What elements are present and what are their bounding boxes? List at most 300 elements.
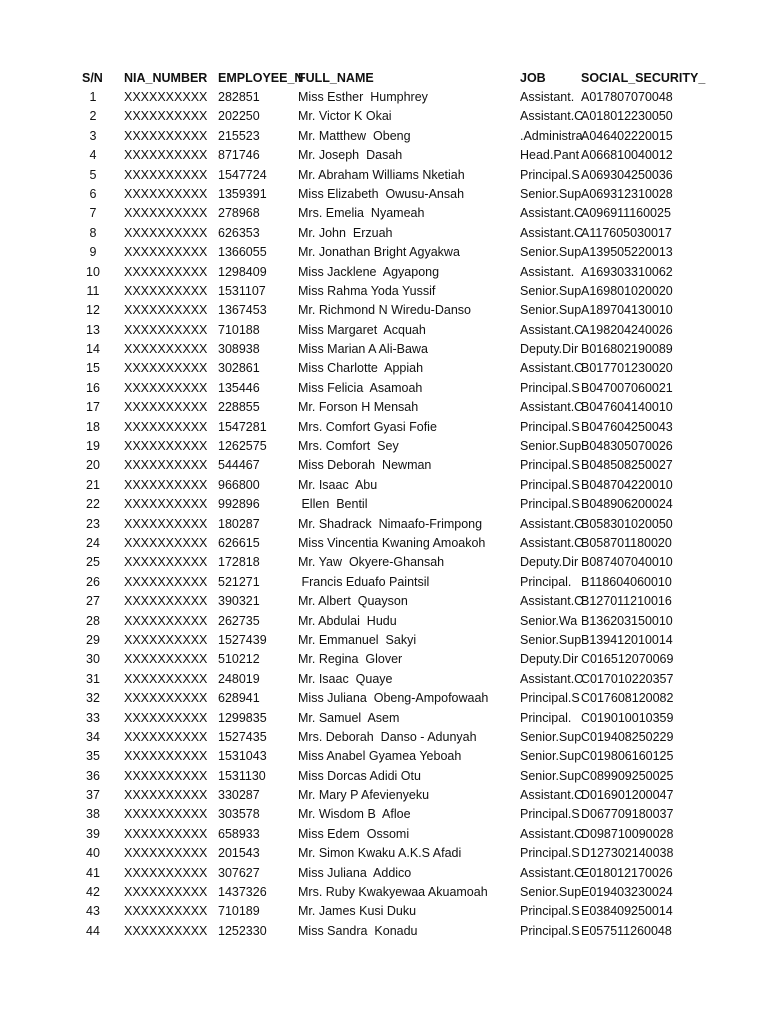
table-row [0, 670, 768, 689]
cell-full-name: Mr. Richmond N Wiredu-Danso [298, 303, 471, 318]
cell-full-name: Miss Margaret Acquah [298, 322, 426, 337]
cell-job: Principal. [520, 574, 572, 589]
cell-employee-number: 1527435 [218, 729, 267, 744]
cell-social-security: A018012230050 [581, 109, 673, 124]
cell-sn: 16 [86, 380, 100, 395]
cell-sn: 35 [86, 749, 100, 764]
table-row [0, 282, 768, 301]
cell-full-name: Miss Edem Ossomi [298, 826, 410, 841]
table-row [0, 573, 768, 592]
cell-sn: 42 [86, 885, 100, 900]
cell-nia-number: XXXXXXXXXX [124, 458, 208, 473]
cell-nia-number: XXXXXXXXXX [124, 768, 208, 783]
table-row [0, 902, 768, 921]
table-row [0, 805, 768, 824]
cell-nia-number: XXXXXXXXXX [124, 109, 208, 124]
cell-employee-number: 1547281 [218, 419, 267, 434]
table-row [0, 398, 768, 417]
cell-social-security: A017807070048 [581, 90, 673, 104]
cell-social-security: D098710090028 [581, 826, 674, 841]
cell-nia-number: XXXXXXXXXX [124, 671, 208, 686]
cell-job: Principal.S [520, 477, 580, 492]
cell-sn: 36 [86, 768, 100, 783]
cell-employee-number: 626353 [218, 225, 260, 240]
cell-job: Assistant.C [520, 788, 584, 803]
cell-job: Assistant.C [520, 826, 584, 841]
cell-full-name: Mr. Albert Quayson [298, 594, 408, 609]
table-row [0, 553, 768, 572]
cell-sn: 11 [86, 283, 100, 298]
cell-nia-number: XXXXXXXXXX [124, 264, 208, 279]
cell-sn: 43 [86, 904, 100, 919]
cell-full-name: Mr. Isaac Abu [298, 477, 378, 492]
cell-full-name: Miss Anabel Gyamea Yeboah [298, 749, 462, 764]
cell-job: Principal.S [520, 904, 580, 919]
cell-job: Senior.Sup [520, 632, 582, 647]
cell-employee-number: 521271 [218, 574, 260, 589]
cell-social-security: C019010010359 [581, 710, 674, 725]
table-row [0, 107, 768, 126]
table-row [0, 418, 768, 437]
header-social-security: SOCIAL_SECURITY_ [581, 71, 706, 85]
cell-nia-number: XXXXXXXXXX [124, 283, 208, 298]
cell-sn: 20 [86, 458, 100, 473]
cell-nia-number: XXXXXXXXXX [124, 594, 208, 609]
cell-employee-number: 658933 [218, 826, 260, 841]
table-row [0, 728, 768, 747]
cell-social-security: A069312310028 [581, 186, 673, 201]
cell-full-name: Ellen Bentil [298, 497, 368, 512]
cell-job: Deputy.Dir [520, 555, 579, 570]
cell-full-name: Mrs. Ruby Kwakyewaa Akuamoah [298, 885, 488, 900]
table-row [0, 224, 768, 243]
table-row [0, 88, 768, 107]
cell-employee-number: 992896 [218, 497, 260, 512]
cell-employee-number: 228855 [218, 400, 260, 415]
cell-full-name: Mr. Abdulai Hudu [298, 613, 397, 628]
cell-job: Principal.S [520, 167, 580, 182]
cell-social-security: C019408250229 [581, 729, 674, 744]
cell-social-security: B136203150010 [581, 613, 673, 628]
cell-employee-number: 1531043 [218, 749, 267, 764]
cell-job: Assistant.C [520, 535, 584, 550]
cell-social-security: B048704220010 [581, 477, 673, 492]
cell-social-security: C019806160125 [581, 749, 674, 764]
table-row [0, 359, 768, 378]
cell-sn: 3 [89, 128, 97, 143]
cell-social-security: A169801020020 [581, 283, 673, 298]
header-full-name: FULL_NAME [298, 71, 374, 85]
cell-social-security: A096911160025 [581, 206, 671, 221]
cell-employee-number: 202250 [218, 109, 260, 124]
cell-full-name: Mrs. Comfort Sey [298, 439, 399, 454]
cell-job: Principal.S [520, 846, 580, 861]
cell-job: Senior.Sup [520, 749, 582, 764]
cell-social-security: A066810040012 [581, 148, 673, 163]
cell-nia-number: XXXXXXXXXX [124, 148, 208, 163]
cell-employee-number: 390321 [218, 594, 260, 609]
cell-nia-number: XXXXXXXXXX [124, 206, 208, 221]
cell-nia-number: XXXXXXXXXX [124, 613, 208, 628]
cell-job: Assistant.C [520, 671, 584, 686]
cell-employee-number: 1367453 [218, 303, 267, 318]
cell-job: Senior.Sup [520, 885, 582, 900]
cell-job: Deputy.Dir [520, 342, 579, 357]
table-row [0, 437, 768, 456]
cell-nia-number: XXXXXXXXXX [124, 652, 208, 667]
cell-sn: 9 [89, 245, 97, 260]
cell-sn: 14 [86, 342, 100, 357]
cell-sn: 8 [89, 225, 97, 240]
table-row [0, 243, 768, 262]
cell-job: Principal.S [520, 923, 580, 938]
cell-social-security: B058701180020 [581, 535, 672, 550]
cell-social-security: B048305070026 [581, 439, 673, 454]
cell-nia-number: XXXXXXXXXX [124, 807, 208, 822]
cell-nia-number: XXXXXXXXXX [124, 186, 208, 201]
cell-social-security: B048906200024 [581, 497, 673, 512]
cell-sn: 38 [86, 807, 100, 822]
cell-social-security: C089909250025 [581, 768, 674, 783]
table-body [0, 88, 768, 941]
cell-job: Principal.S [520, 419, 580, 434]
cell-nia-number: XXXXXXXXXX [124, 729, 208, 744]
cell-sn: 7 [89, 206, 97, 221]
cell-social-security: E057511260048 [581, 923, 672, 938]
cell-sn: 18 [86, 419, 100, 434]
cell-nia-number: XXXXXXXXXX [124, 632, 208, 647]
cell-full-name: Miss Esther Humphrey [298, 90, 428, 104]
cell-social-security: E038409250014 [581, 904, 673, 919]
cell-sn: 30 [86, 652, 100, 667]
cell-social-security: B048508250027 [581, 458, 673, 473]
cell-employee-number: 1547724 [218, 167, 267, 182]
table-row [0, 631, 768, 650]
cell-employee-number: 1531107 [218, 283, 266, 298]
cell-sn: 6 [89, 186, 97, 201]
cell-nia-number: XXXXXXXXXX [124, 885, 208, 900]
cell-nia-number: XXXXXXXXXX [124, 691, 208, 706]
cell-sn: 21 [86, 477, 100, 492]
cell-job: Senior.Sup [520, 283, 582, 298]
cell-social-security: B139412010014 [581, 632, 673, 647]
cell-nia-number: XXXXXXXXXX [124, 361, 208, 376]
cell-employee-number: 1359391 [218, 186, 267, 201]
cell-full-name: Mr. Joseph Dasah [298, 148, 403, 163]
cell-employee-number: 1262575 [218, 439, 267, 454]
cell-social-security: B047007060021 [581, 380, 673, 395]
cell-sn: 29 [86, 632, 100, 647]
cell-nia-number: XXXXXXXXXX [124, 710, 208, 725]
cell-job: Senior.Sup [520, 768, 582, 783]
cell-full-name: Mr. James Kusi Duku [298, 904, 417, 919]
cell-social-security: E018012170026 [581, 865, 673, 880]
table-row [0, 515, 768, 534]
cell-sn: 44 [86, 923, 100, 938]
cell-social-security: B016802190089 [581, 342, 673, 357]
cell-sn: 25 [86, 555, 100, 570]
table-row [0, 747, 768, 766]
cell-sn: 23 [86, 516, 100, 531]
cell-nia-number: XXXXXXXXXX [124, 322, 208, 337]
cell-employee-number: 710188 [218, 322, 260, 337]
table-row [0, 709, 768, 728]
cell-social-security: B087407040010 [581, 555, 673, 570]
cell-nia-number: XXXXXXXXXX [124, 419, 208, 434]
cell-social-security: B047604250043 [581, 419, 673, 434]
table-row [0, 689, 768, 708]
cell-job: Assistant.C [520, 400, 584, 415]
cell-nia-number: XXXXXXXXXX [124, 904, 208, 919]
cell-job: Assistant.C [520, 206, 584, 221]
cell-job: Senior.Sup [520, 245, 582, 260]
cell-full-name: Mr. Regina Glover [298, 652, 403, 667]
table-row [0, 650, 768, 669]
cell-social-security: D016901200047 [581, 788, 674, 803]
cell-full-name: Miss Charlotte Appiah [298, 361, 424, 376]
cell-job: Senior.Sup [520, 439, 582, 454]
cell-employee-number: 135446 [218, 380, 260, 395]
cell-employee-number: 201543 [218, 846, 260, 861]
cell-social-security: D127302140038 [581, 846, 674, 861]
cell-sn: 15 [86, 361, 100, 376]
cell-employee-number: 710189 [218, 904, 260, 919]
cell-job: Assistant.C [520, 225, 584, 240]
cell-social-security: E019403230024 [581, 885, 673, 900]
cell-employee-number: 172818 [218, 555, 260, 570]
cell-social-security: A169303310062 [581, 264, 673, 279]
cell-sn: 39 [86, 826, 100, 841]
table-row [0, 844, 768, 863]
cell-social-security: C017010220357 [581, 671, 674, 686]
cell-job: Assistant. [520, 90, 575, 104]
cell-nia-number: XXXXXXXXXX [124, 245, 208, 260]
cell-social-security: C017608120082 [581, 691, 674, 706]
cell-job: Senior.Sup [520, 303, 582, 318]
cell-nia-number: XXXXXXXXXX [124, 846, 208, 861]
cell-job: Principal.S [520, 807, 580, 822]
cell-employee-number: 1366055 [218, 245, 267, 260]
cell-nia-number: XXXXXXXXXX [124, 516, 208, 531]
table-row [0, 864, 768, 883]
cell-nia-number: XXXXXXXXXX [124, 439, 208, 454]
cell-full-name: Miss Elizabeth Owusu-Ansah [298, 186, 465, 201]
table-row [0, 786, 768, 805]
cell-full-name: Mr. Forson H Mensah [298, 400, 419, 415]
cell-social-security: A069304250036 [581, 167, 673, 182]
cell-job: .Administra [520, 128, 583, 143]
table-row [0, 767, 768, 786]
cell-sn: 31 [86, 671, 100, 686]
cell-sn: 12 [86, 303, 100, 318]
cell-full-name: Mr. Shadrack Nimaafo-Frimpong [298, 516, 483, 531]
table-row [0, 185, 768, 204]
cell-job: Assistant.C [520, 322, 584, 337]
cell-job: Principal.S [520, 497, 580, 512]
cell-sn: 5 [89, 167, 97, 182]
cell-sn: 24 [86, 535, 100, 550]
header-employee-number: EMPLOYEE_N [218, 71, 304, 85]
cell-full-name: Mr. Wisdom B Afloe [298, 807, 411, 822]
cell-sn: 33 [86, 710, 100, 725]
cell-employee-number: 180287 [218, 516, 260, 531]
table-row [0, 495, 768, 514]
cell-social-security: B118604060010 [581, 574, 672, 589]
cell-nia-number: XXXXXXXXXX [124, 400, 208, 415]
cell-employee-number: 544467 [218, 458, 260, 473]
table-row [0, 922, 768, 941]
table-row [0, 612, 768, 631]
cell-employee-number: 303578 [218, 807, 260, 822]
cell-sn: 37 [86, 788, 100, 803]
cell-job: Principal.S [520, 691, 580, 706]
cell-full-name: Miss Felicia Asamoah [298, 380, 423, 395]
table-row [0, 476, 768, 495]
cell-job: Assistant.C [520, 361, 584, 376]
cell-full-name: Miss Marian A Ali-Bawa [298, 342, 428, 357]
table-row [0, 263, 768, 282]
table-row [0, 379, 768, 398]
cell-nia-number: XXXXXXXXXX [124, 497, 208, 512]
cell-employee-number: 871746 [218, 148, 260, 163]
cell-employee-number: 1252330 [218, 923, 267, 938]
cell-social-security: A117605030017 [581, 225, 672, 240]
table-row [0, 534, 768, 553]
cell-sn: 2 [89, 109, 97, 124]
cell-full-name: Miss Juliana Obeng-Ampofowaah [298, 691, 489, 706]
cell-sn: 13 [86, 322, 100, 337]
cell-nia-number: XXXXXXXXXX [124, 477, 208, 492]
cell-sn: 19 [86, 439, 100, 454]
cell-full-name: Mr. Abraham Williams Nketiah [298, 167, 465, 182]
cell-employee-number: 215523 [218, 128, 260, 143]
cell-sn: 10 [86, 264, 100, 279]
table-row [0, 204, 768, 223]
table-row [0, 301, 768, 320]
cell-employee-number: 510212 [218, 652, 260, 667]
cell-nia-number: XXXXXXXXXX [124, 865, 208, 880]
cell-sn: 22 [86, 497, 100, 512]
cell-nia-number: XXXXXXXXXX [124, 555, 208, 570]
cell-social-security: D067709180037 [581, 807, 674, 822]
cell-job: Assistant.C [520, 109, 584, 124]
cell-nia-number: XXXXXXXXXX [124, 923, 208, 938]
cell-job: Senior.Wa [520, 613, 578, 628]
cell-sn: 26 [86, 574, 100, 589]
cell-employee-number: 248019 [218, 671, 260, 686]
cell-social-security: A198204240026 [581, 322, 673, 337]
employee-table [0, 68, 768, 941]
cell-full-name: Mrs. Comfort Gyasi Fofie [298, 419, 437, 434]
cell-social-security: C016512070069 [581, 652, 674, 667]
cell-job: Assistant.C [520, 865, 584, 880]
cell-full-name: Mr. Isaac Quaye [298, 671, 393, 686]
cell-full-name: Mr. Emmanuel Sakyi [298, 632, 417, 647]
cell-job: Assistant.C [520, 516, 584, 531]
header-sn: S/N [82, 71, 103, 85]
cell-full-name: Mr. Mary P Afevienyeku [298, 788, 430, 803]
table-header-row [0, 68, 768, 88]
cell-nia-number: XXXXXXXXXX [124, 90, 208, 104]
cell-employee-number: 628941 [218, 691, 260, 706]
cell-employee-number: 330287 [218, 788, 260, 803]
cell-employee-number: 1531130 [218, 768, 266, 783]
cell-sn: 17 [86, 400, 100, 415]
cell-full-name: Miss Sandra Konadu [298, 923, 418, 938]
cell-job: Senior.Sup [520, 186, 582, 201]
cell-full-name: Mr. Simon Kwaku A.K.S Afadi [298, 846, 462, 861]
cell-full-name: Miss Juliana Addico [298, 865, 412, 880]
table-row [0, 825, 768, 844]
cell-full-name: Miss Rahma Yoda Yussif [298, 283, 436, 298]
cell-nia-number: XXXXXXXXXX [124, 303, 208, 318]
cell-nia-number: XXXXXXXXXX [124, 535, 208, 550]
cell-employee-number: 282851 [218, 90, 260, 104]
table-row [0, 127, 768, 146]
cell-nia-number: XXXXXXXXXX [124, 574, 208, 589]
cell-nia-number: XXXXXXXXXX [124, 826, 208, 841]
cell-sn: 28 [86, 613, 100, 628]
cell-social-security: B047604140010 [581, 400, 673, 415]
cell-job: Assistant.C [520, 594, 584, 609]
cell-social-security: A139505220013 [581, 245, 673, 260]
table-row [0, 883, 768, 902]
cell-job: Principal.S [520, 458, 580, 473]
cell-sn: 41 [86, 865, 100, 880]
table-row [0, 340, 768, 359]
cell-employee-number: 966800 [218, 477, 260, 492]
cell-full-name: Mr. Matthew Obeng [298, 128, 411, 143]
cell-social-security: B127011210016 [581, 594, 672, 609]
cell-full-name: Mrs. Emelia Nyameah [298, 206, 425, 221]
cell-job: Senior.Sup [520, 729, 582, 744]
cell-full-name: Miss Deborah Newman [298, 458, 432, 473]
cell-sn: 4 [89, 148, 97, 163]
cell-nia-number: XXXXXXXXXX [124, 128, 208, 143]
cell-employee-number: 278968 [218, 206, 260, 221]
cell-social-security: A046402220015 [581, 128, 673, 143]
cell-job: Assistant. [520, 264, 575, 279]
cell-nia-number: XXXXXXXXXX [124, 167, 208, 182]
cell-employee-number: 626615 [218, 535, 260, 550]
cell-nia-number: XXXXXXXXXX [124, 342, 208, 357]
cell-full-name: Miss Dorcas Adidi Otu [298, 768, 421, 783]
table-row [0, 166, 768, 185]
cell-social-security: A189704130010 [581, 303, 673, 318]
cell-sn: 27 [86, 594, 100, 609]
cell-employee-number: 1527439 [218, 632, 267, 647]
cell-full-name: Mr. Victor K Okai [298, 109, 392, 124]
cell-full-name: Miss Jacklene Agyapong [298, 264, 440, 279]
cell-employee-number: 1437326 [218, 885, 267, 900]
cell-nia-number: XXXXXXXXXX [124, 380, 208, 395]
cell-sn: 40 [86, 846, 100, 861]
cell-full-name: Mr. Samuel Asem [298, 710, 400, 725]
cell-employee-number: 302861 [218, 361, 260, 376]
cell-social-security: B017701230020 [581, 361, 673, 376]
header-job: JOB [520, 71, 546, 85]
cell-job: Principal. [520, 710, 572, 725]
cell-full-name: Mr. John Erzuah [298, 225, 393, 240]
table-row [0, 592, 768, 611]
cell-nia-number: XXXXXXXXXX [124, 749, 208, 764]
cell-employee-number: 1298409 [218, 264, 267, 279]
cell-nia-number: XXXXXXXXXX [124, 788, 208, 803]
table-row [0, 321, 768, 340]
cell-sn: 34 [86, 729, 100, 744]
cell-employee-number: 262735 [218, 613, 260, 628]
table-row [0, 146, 768, 165]
